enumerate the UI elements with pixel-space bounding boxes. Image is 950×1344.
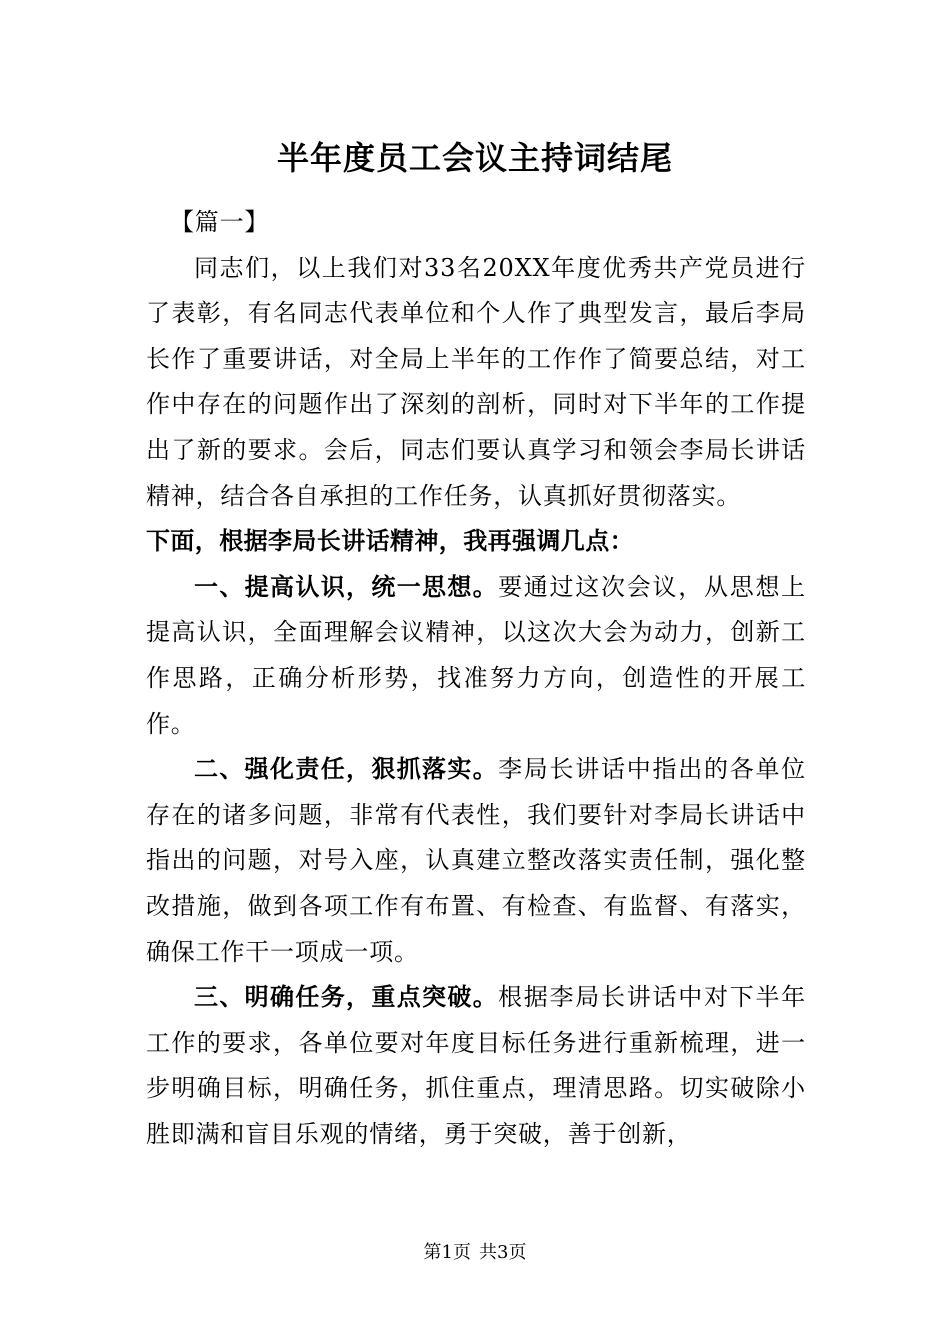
section-label: 【篇一】 [170,208,270,236]
page-total: 共3页 [479,1242,527,1263]
point-paragraph-1 [146,565,806,747]
point-heading-2: 二、强化责任，狠抓落实。 [194,755,499,784]
page-footer [0,1240,950,1266]
page-number: 第1页 [423,1242,471,1263]
point-text-3: 根据李局长讲话中对下半年工作的要求，各单位要对年度目标任务进行重新梳理，进一步明确目标，明确任务，抓住重点，理清思路。切实破除小胜即满和盲目乐观的情绪，勇于突破，善于创新， [146,983,806,1148]
point-text-1: 要通过这次会议，从思想上提高认识，全面理解会议精神，以这次大会为动力，创新工作思路，正确分析形势，找准努力方向，创造性的开展工作。 [146,572,806,738]
point-paragraph-3 [146,975,806,1157]
emphasis-line: 下面，根据李局长讲话精神，我再强调几点： [146,527,634,556]
document-title: 半年度员工会议主持词结尾 [276,139,673,177]
point-heading-3: 三、明确任务，重点突破。 [194,983,499,1012]
paragraph-intro: 同志们，以上我们对33名20XX年度优秀共产党员进行了表彰，有名同志代表单位和个人作了典型发言，最后李局长作了重要讲话，对全局上半年的工作作了简要总结，对工作中存在的问题作出了深刻的剖析，同时对下半年的工作提出了新的要求。会后，同志们要认真学习和领会李局长讲话精神，结合各自承担的工作任务，认真抓好贯彻落实。 [146,253,806,510]
document-body [146,200,806,1157]
point-text-2: 李局长讲话中指出的各单位存在的诸多问题，非常有代表性，我们要针对李局长讲话中指出的问题，对号入座，认真建立整改落实责任制，强化整改措施，做到各项工作有布置、有检查、有监督、有落实，确保工作干一项成一项。 [146,755,806,966]
point-heading-1: 一、提高认识，统一思想。 [194,572,499,601]
point-paragraph-2 [146,747,806,975]
